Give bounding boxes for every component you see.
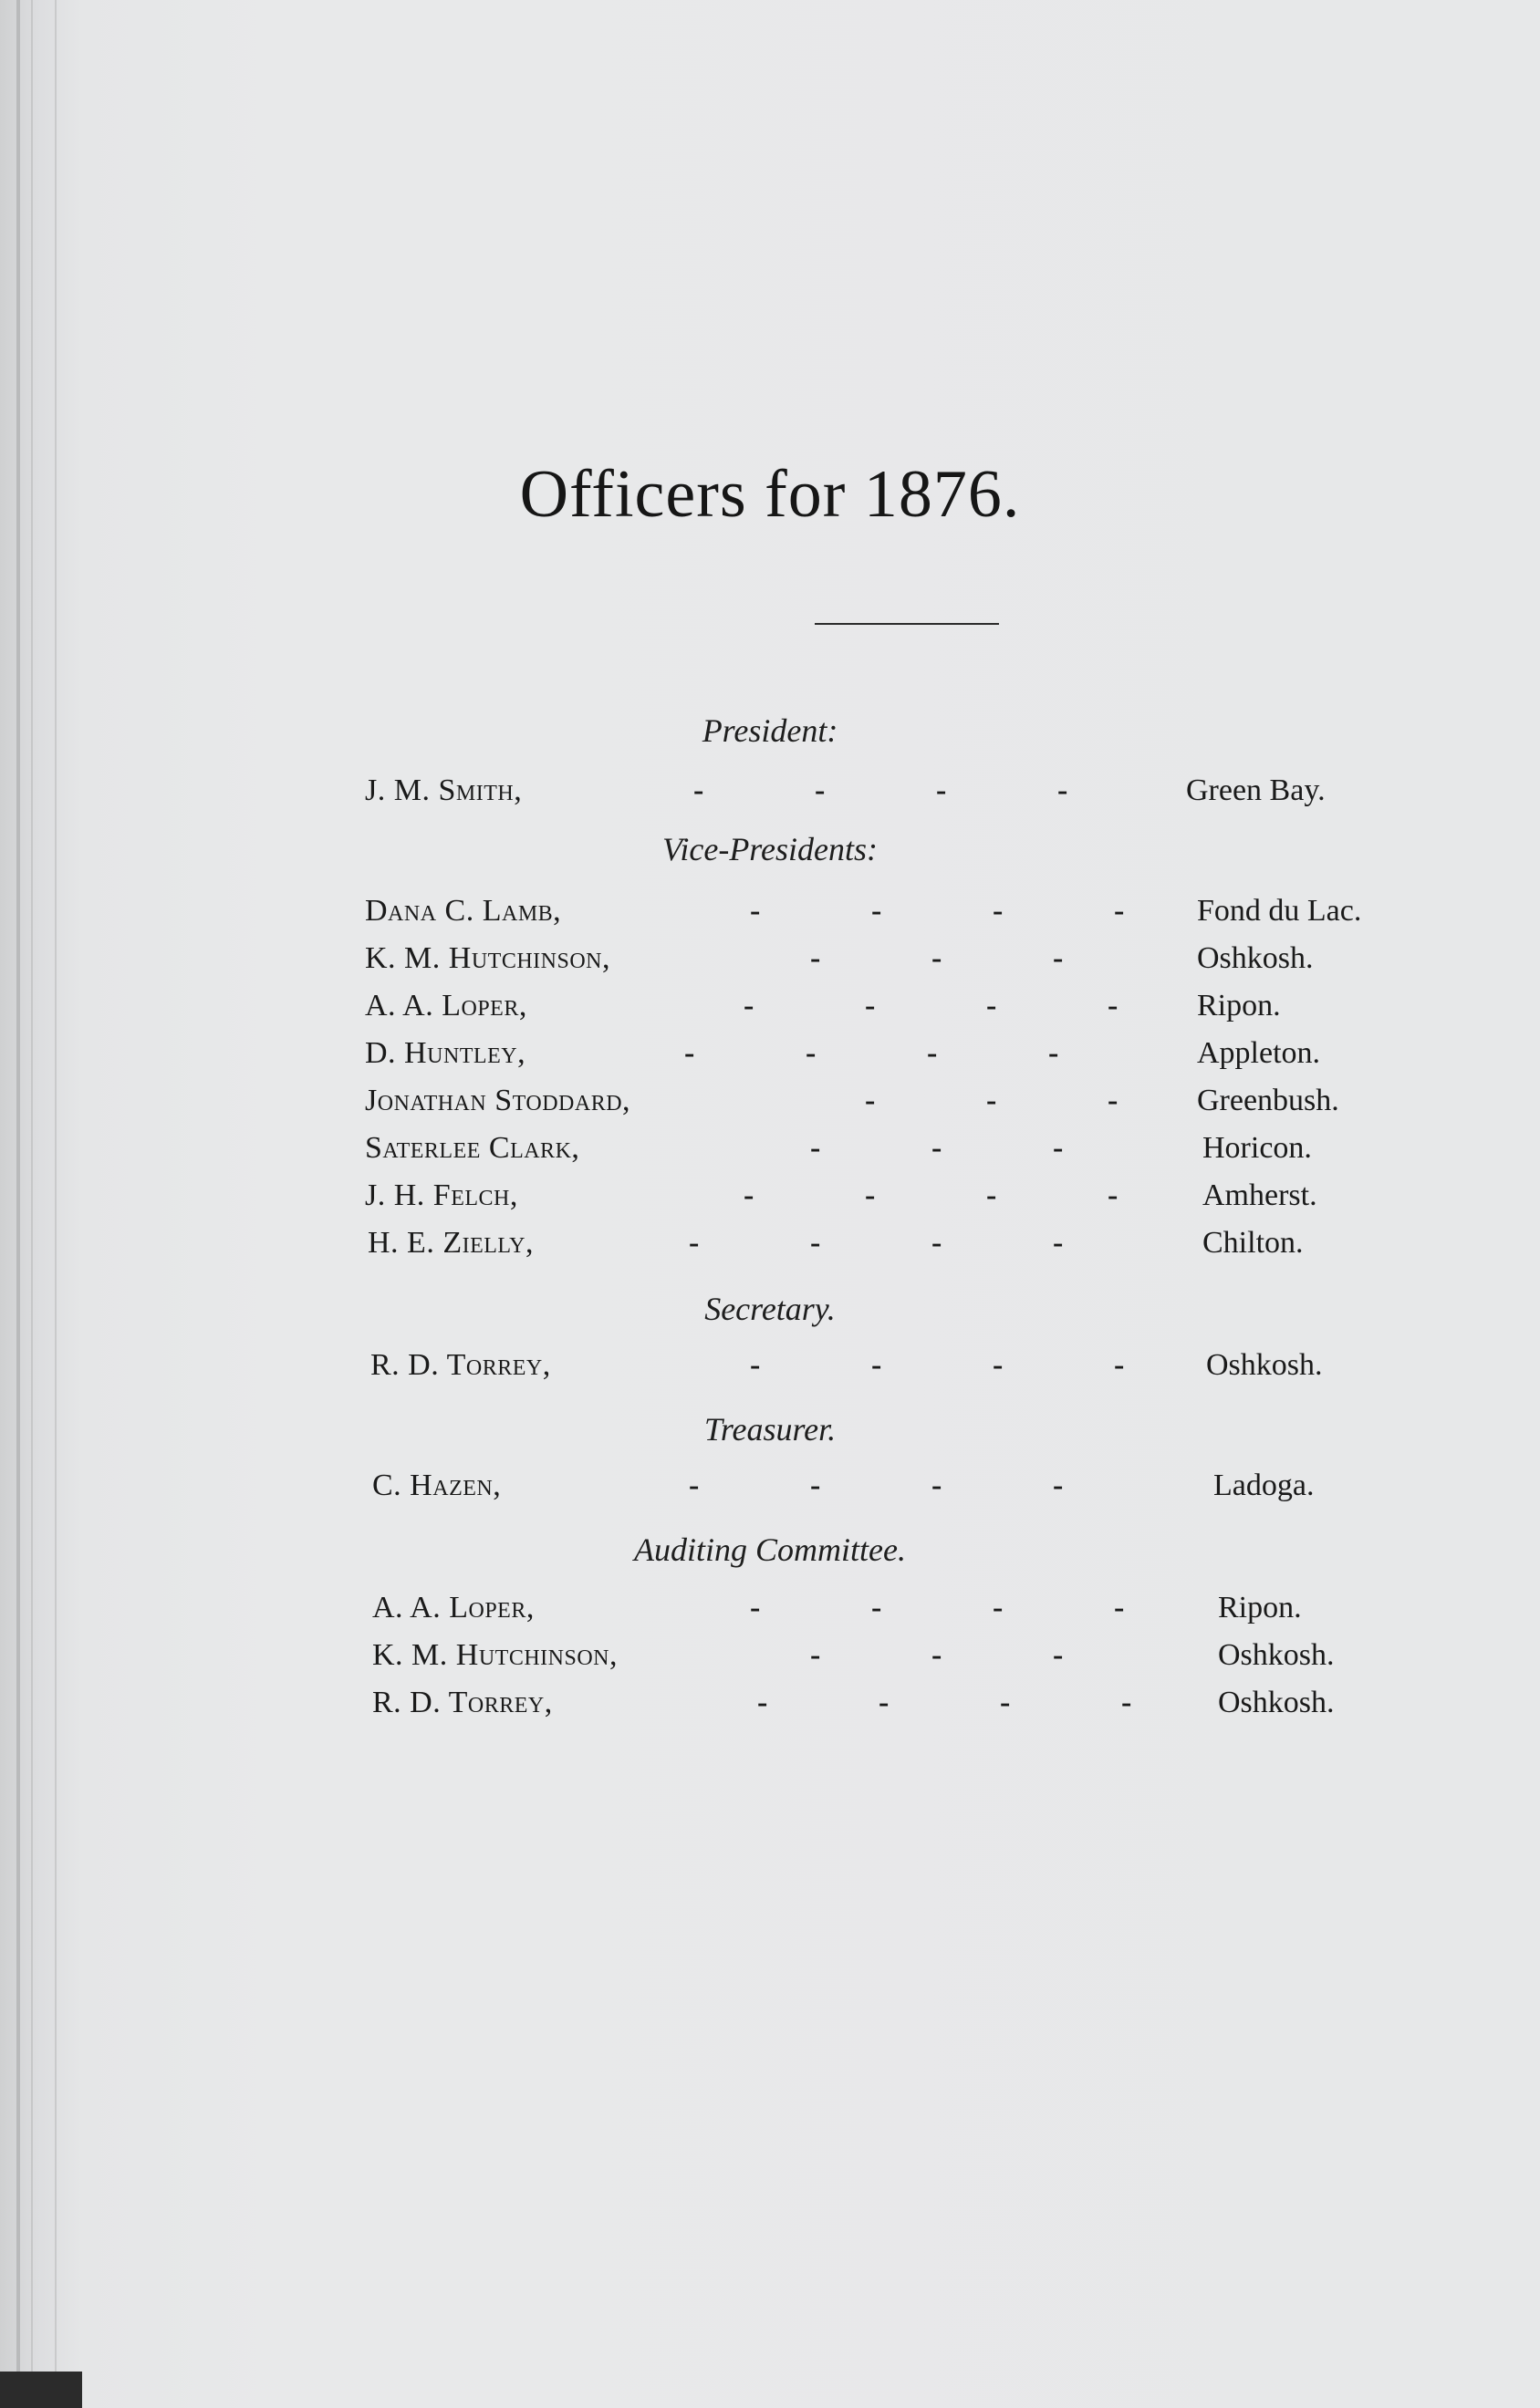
officer-row bbox=[0, 1686, 1540, 1728]
section-heading: Treasurer. bbox=[703, 1411, 837, 1448]
leader-dash: - bbox=[1057, 773, 1068, 807]
officer-place: Oshkosh. bbox=[1197, 941, 1314, 975]
officer-name: A. A. Loper, bbox=[372, 1591, 535, 1624]
officer-row bbox=[0, 894, 1540, 936]
leader-dash: - bbox=[1053, 1638, 1064, 1672]
officer-place: Ripon. bbox=[1218, 1591, 1302, 1624]
leader-dash: - bbox=[1108, 1084, 1119, 1117]
officer-place: Oshkosh. bbox=[1218, 1686, 1335, 1719]
leader-dash: - bbox=[986, 1084, 997, 1117]
section-heading: President: bbox=[702, 712, 838, 749]
leader-dash: - bbox=[750, 1348, 761, 1382]
leader-dash: - bbox=[689, 1469, 700, 1502]
officer-row bbox=[0, 1131, 1540, 1173]
leader-dash: - bbox=[1053, 1469, 1064, 1502]
officer-place: Greenbush. bbox=[1197, 1084, 1339, 1117]
leader-dash: - bbox=[810, 1469, 821, 1502]
officer-place: Ladoga. bbox=[1213, 1469, 1315, 1502]
leader-dash: - bbox=[986, 1178, 997, 1212]
leader-dash: - bbox=[993, 1591, 1004, 1624]
page-title: Officers for 1876. bbox=[519, 457, 1021, 532]
leader-dash: - bbox=[1114, 894, 1125, 928]
officer-row bbox=[0, 1084, 1540, 1126]
leader-dash: - bbox=[684, 1036, 695, 1070]
officer-place: Oshkosh. bbox=[1218, 1638, 1335, 1672]
leader-dash: - bbox=[1048, 1036, 1059, 1070]
leader-dash: - bbox=[744, 1178, 754, 1212]
officer-row bbox=[0, 989, 1540, 1031]
officer-place: Chilton. bbox=[1202, 1226, 1304, 1260]
leader-dash: - bbox=[806, 1036, 817, 1070]
leader-dash: - bbox=[744, 989, 754, 1022]
officer-row bbox=[0, 1638, 1540, 1680]
leader-dash: - bbox=[993, 1348, 1004, 1382]
leader-dash: - bbox=[986, 989, 997, 1022]
leader-dash: - bbox=[810, 941, 821, 975]
officer-name: Dana C. Lamb, bbox=[365, 894, 562, 928]
officer-name: K. M. Hutchinson, bbox=[372, 1638, 619, 1672]
officer-name: D. Huntley, bbox=[365, 1036, 526, 1070]
officer-row bbox=[0, 1178, 1540, 1220]
officer-name: J. H. Felch, bbox=[365, 1178, 518, 1212]
leader-dash: - bbox=[865, 1178, 876, 1212]
section-heading: Vice-Presidents: bbox=[662, 831, 878, 867]
leader-dash: - bbox=[757, 1686, 768, 1719]
leader-dash: - bbox=[1053, 1226, 1064, 1260]
leader-dash: - bbox=[810, 1131, 821, 1165]
officer-name: J. M. Smith, bbox=[365, 773, 523, 807]
leader-dash: - bbox=[993, 894, 1004, 928]
leader-dash: - bbox=[865, 1084, 876, 1117]
section-heading: Auditing Committee. bbox=[634, 1531, 906, 1568]
officer-name: K. M. Hutchinson, bbox=[365, 941, 611, 975]
officer-name: A. A. Loper, bbox=[365, 989, 527, 1022]
leader-dash: - bbox=[927, 1036, 938, 1070]
leader-dash: - bbox=[1114, 1348, 1125, 1382]
leader-dash: - bbox=[871, 1348, 882, 1382]
officer-name: Jonathan Stoddard, bbox=[365, 1084, 631, 1117]
officer-place: Green Bay. bbox=[1186, 773, 1326, 807]
leader-dash: - bbox=[1053, 1131, 1064, 1165]
officer-row bbox=[0, 1348, 1540, 1390]
officer-place: Horicon. bbox=[1202, 1131, 1312, 1165]
officer-name: Saterlee Clark, bbox=[365, 1131, 580, 1165]
leader-dash: - bbox=[693, 773, 704, 807]
leader-dash: - bbox=[879, 1686, 890, 1719]
title-rule bbox=[815, 623, 999, 625]
officer-name: R. D. Torrey, bbox=[372, 1686, 553, 1719]
officer-row bbox=[0, 773, 1540, 815]
leader-dash: - bbox=[1114, 1591, 1125, 1624]
officer-row bbox=[0, 1036, 1540, 1078]
officer-place: Ripon. bbox=[1197, 989, 1281, 1022]
leader-dash: - bbox=[810, 1226, 821, 1260]
leader-dash: - bbox=[1121, 1686, 1132, 1719]
leader-dash: - bbox=[871, 1591, 882, 1624]
leader-dash: - bbox=[931, 1226, 942, 1260]
leader-dash: - bbox=[865, 989, 876, 1022]
leader-dash: - bbox=[931, 1131, 942, 1165]
officer-place: Amherst. bbox=[1202, 1178, 1317, 1212]
leader-dash: - bbox=[750, 1591, 761, 1624]
leader-dash: - bbox=[1000, 1686, 1011, 1719]
leader-dash: - bbox=[1108, 1178, 1119, 1212]
leader-dash: - bbox=[931, 941, 942, 975]
leader-dash: - bbox=[815, 773, 826, 807]
officer-name: R. D. Torrey, bbox=[370, 1348, 551, 1382]
officer-place: Fond du Lac. bbox=[1197, 894, 1362, 928]
officer-place: Oshkosh. bbox=[1206, 1348, 1323, 1382]
officer-row bbox=[0, 1226, 1540, 1268]
officer-row bbox=[0, 1469, 1540, 1510]
leader-dash: - bbox=[1053, 941, 1064, 975]
scan-shadow bbox=[0, 2372, 82, 2408]
leader-dash: - bbox=[810, 1638, 821, 1672]
leader-dash: - bbox=[1108, 989, 1119, 1022]
leader-dash: - bbox=[750, 894, 761, 928]
officer-name: C. Hazen, bbox=[372, 1469, 502, 1502]
officer-name: H. E. Zielly, bbox=[368, 1226, 534, 1260]
officer-row bbox=[0, 941, 1540, 983]
section-heading: Secretary. bbox=[704, 1291, 836, 1327]
leader-dash: - bbox=[931, 1469, 942, 1502]
leader-dash: - bbox=[931, 1638, 942, 1672]
officer-place: Appleton. bbox=[1197, 1036, 1321, 1070]
leader-dash: - bbox=[871, 894, 882, 928]
leader-dash: - bbox=[936, 773, 947, 807]
officer-row bbox=[0, 1591, 1540, 1633]
leader-dash: - bbox=[689, 1226, 700, 1260]
